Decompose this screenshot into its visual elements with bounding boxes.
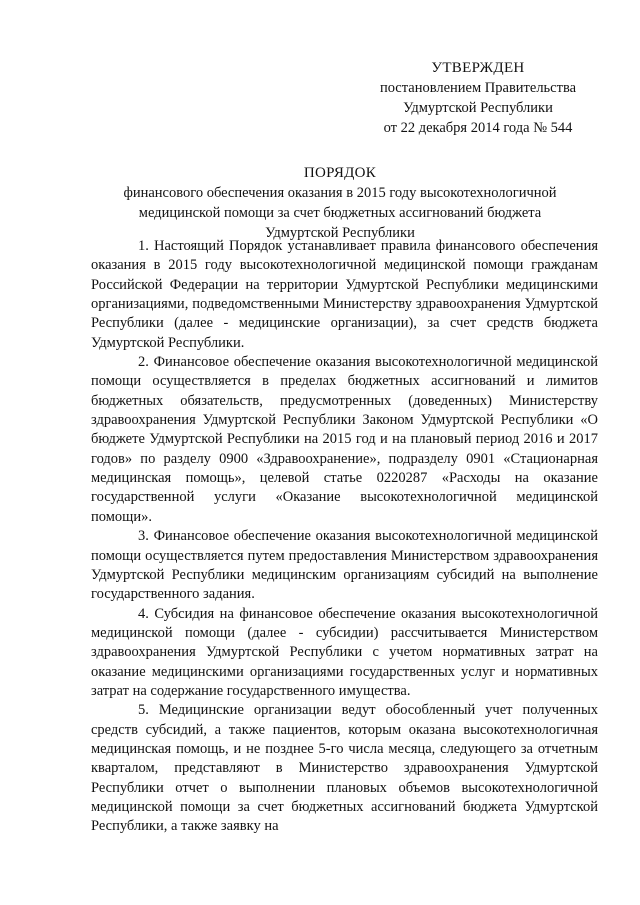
document-title: ПОРЯДОК	[303, 165, 377, 181]
approval-block	[372, 58, 584, 138]
approval-title: УТВЕРЖДЕН	[431, 60, 525, 76]
document-body	[91, 237, 598, 837]
paragraph-2: 2. Финансовое обеспечение оказания высокотехнологичной медицинской помощи осуществляется в пределах бюджетных ассигнований и лимитов бюджетных обязательств, предусмотренных (доведенных) Министерству здравоохранения Удмуртской Республики Законом Удмуртской Республики «О бюджете Удмуртской Республики на 2015 год и на плановый период 2016 и 2017 годов» по разделу 0900 «Здравоохранение», подразделу 0901 «Стационарная медицинская помощь», целевой статье 0220287 «Расходы на оказание государственной услуги «Оказание высокотехнологичной медицинской помощи».	[91, 354, 598, 525]
paragraph-3: 3. Финансовое обеспечение оказания высокотехнологичной медицинской помощи осуществляется путем предоставления Министерством здравоохранения Удмуртской Республики медицинским организациям субсидий на выполнение государственного задания.	[91, 528, 598, 603]
document-subtitle-line-3: Удмуртской Республики	[265, 225, 415, 241]
paragraph-1: 1. Настоящий Порядок устанавливает правила финансового обеспечения оказания в 2015 году высокотехнологичной медицинской помощи гражданам Российской Федерации на территории Удмуртской Республики медицинскими организациями, подведомственными Министерству здравоохранения Удмуртской Республики (далее - медицинские организации), за счет средств бюджета Удмуртской Республики.	[91, 238, 598, 351]
document-heading	[80, 163, 600, 243]
approval-line-2: Удмуртской Республики	[403, 100, 553, 116]
paragraph-5: 5. Медицинские организации ведут обособленный учет полученных средств субсидий, а также пациентов, которым оказана высокотехнологичная медицинская помощь, и не позднее 5-го числа месяца, следующего за отчетным кварталом, представляют в Министерство здравоохранения Удмуртской Республики отчет о выполнении плановых объемов высокотехнологичной медицинской помощи за счет бюджетных ассигнований бюджета Удмуртской Республики, а также заявку на	[91, 702, 598, 835]
approval-line-1: постановлением Правительства	[379, 80, 577, 96]
paragraph-4: 4. Субсидия на финансовое обеспечение оказания высокотехнологичной медицинской помощи (далее - субсидии) рассчитывается Министерством здравоохранения Удмуртской Республики с учетом нормативных затрат на оказание медицинскими организациями государственных услуг и нормативных затрат на содержание государственного имущества.	[91, 605, 598, 699]
approval-line-3: от 22 декабря 2014 года № 544	[383, 120, 573, 136]
document-subtitle-line-1: финансового обеспечения оказания в 2015 году высокотехнологичной	[123, 185, 557, 201]
document-subtitle-line-2: медицинской помощи за счет бюджетных ассигнований бюджета	[138, 205, 542, 221]
